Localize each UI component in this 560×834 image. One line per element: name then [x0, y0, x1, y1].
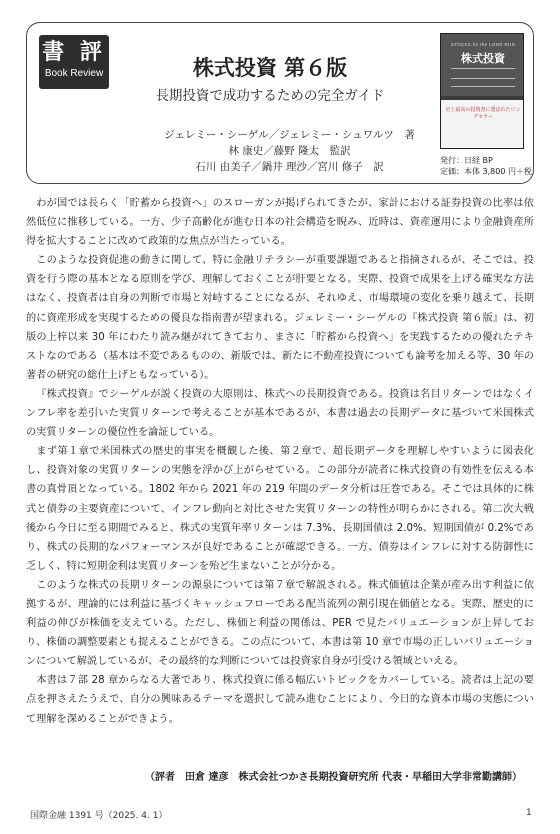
- book-title: 株式投資 第６版: [192, 56, 348, 80]
- page-number: 1: [526, 808, 532, 818]
- authors: ジェレミー・シーゲル／ジェレミー・シュワルツ 著: [164, 129, 415, 141]
- publication-info: [440, 155, 550, 177]
- review-paragraph: 『株式投資』でシーゲルが説く投資の大原則は、株式への長期投資である。投資は名目リターンではなくインフレ率を差引いた実質リターンで考えることが基本であるが、本書は過去の長期データに基づいて米国株式の実質リターンの優位性を論証している。: [26, 388, 534, 439]
- journal-footer: 国際金融 1391 号（2025. 4. 1）: [30, 811, 168, 821]
- review-body: [26, 194, 534, 729]
- review-paragraph: このような投資促進の動きに関して、特に金融リテラシーが重要課題であると指摘されるが、そこでは、投資を行う際の基本となる原則を学び、理解しておくことが肝要となる。実際、投資で成果を上げる確実な方法はなく、投資者は自身の判断で市場と対峙することになるが、それゆえ、市場環境の変化を乗り越えて、長期的に資産形成を実現するための優良な指南書が望まれる。ジェレミー・シーゲルの『株式投資 第６版』は、初版の上梓以来 30 年にわたり読み継がれてきており、まさに「貯蓄から投資へ」を実践するための優れたテキストなのである（基本は不変であるものの、新版では、新たに不動産投資についても論考を加える等、30 年の著者の研究の総仕上げともなっている）。: [26, 255, 534, 381]
- publisher: 発行：日経 BP: [440, 156, 493, 165]
- review-paragraph: まず第１章で米国株式の歴史的事実を概観した後、第２章で、超長期データを理解しやすいように図表化し、投資対象の実質リターンの実態を浮かび上がらせている。この部分が読者に株式投資の有効性を伝える本書の真骨頂となっている。1802 年から 2021 年の 219 年間のデータ分析は圧巻である。そこでは具体的に株式と債券の主要資産について、インフレ動向と対比させた実質リターンの特性が明らかにされる。第二次大戦後から今日に至る期間でみると、株式の実質年率リターンは 7.3%、長期国債は 2.0%、短期国債が 0.2%であり、株式の長期的なパフォーマンスが良好であることが確認できる。一方、債券はインフレに対する防御性に乏しく、特に短期金利は実質リターンを殆ど生まないことが分かる。: [26, 446, 534, 572]
- cover-band-text: 史上最高の投資書に選ばれたロングセラー: [445, 107, 521, 120]
- badge-sub-label: Book Review: [44, 68, 104, 79]
- book-subtitle: 長期投資で成功するための完全ガイド: [155, 88, 385, 104]
- review-paragraph: わが国では長らく「貯蓄から投資へ」のスローガンが掲げられてきたが、家計における証券投資の比率は依然低位に推移している。一方、少子高齢化が進む日本の社会構造を睨み、近時は、資産運用により金融資産所得を拡大することに改めて政策的な焦点が当たっている。: [26, 198, 534, 248]
- book-review-badge: [39, 35, 109, 89]
- badge-main-label: 書 評: [42, 40, 106, 65]
- cover-english-title: STOCKS for the LONG RUN: [450, 42, 516, 47]
- review-paragraph: 本書は７部 28 章からなる大著であり、株式投資に係る幅広いトピックをカバーしている。読者は上記の要点を押さえたうえで、自分の興味あるテーマを選択して読み進むことにより、今日的な資本市場の実態について理解を深めることができよう。: [26, 675, 534, 725]
- supervisors: 林 康史／藤野 隆太 監訳: [228, 145, 351, 157]
- translators: 石川 由美子／鍋井 理沙／宮川 修子 訳: [195, 161, 384, 173]
- cover-divider: [451, 68, 515, 69]
- reviewer-credit: （評者 田倉 達彦 株式会社つかさ長期投資研究所 代表・早稲田大学非常勤講師）: [145, 772, 522, 783]
- review-paragraph: このような株式の長期リターンの源泉については第７章で解説される。株式価値は企業が産み出す利益に依拠するが、理論的には利益に基づくキャッシュフローである配当流列の割引現在価値となる。実際、歴史的に利益の伸びが株価を支えている。ただし、株価と利益の関係は、PER で見たバリュエーションが上昇しており、株価の調整要素とも捉えることができる。この点について、本書は第 10 章で市場の正しいバリュエーションについて解説しているが、その最終的な判断については投資家自身が引受ける領域といえる。: [26, 579, 534, 668]
- book-credits: [137, 127, 442, 175]
- header-box: [26, 22, 534, 184]
- cover-japanese-title: 株式投資: [461, 52, 505, 65]
- cover-divider: [451, 86, 515, 87]
- price: 定価：本体 3,800 円＋税: [440, 167, 532, 176]
- cover-divider: [451, 78, 515, 79]
- book-cover-image: [440, 33, 524, 149]
